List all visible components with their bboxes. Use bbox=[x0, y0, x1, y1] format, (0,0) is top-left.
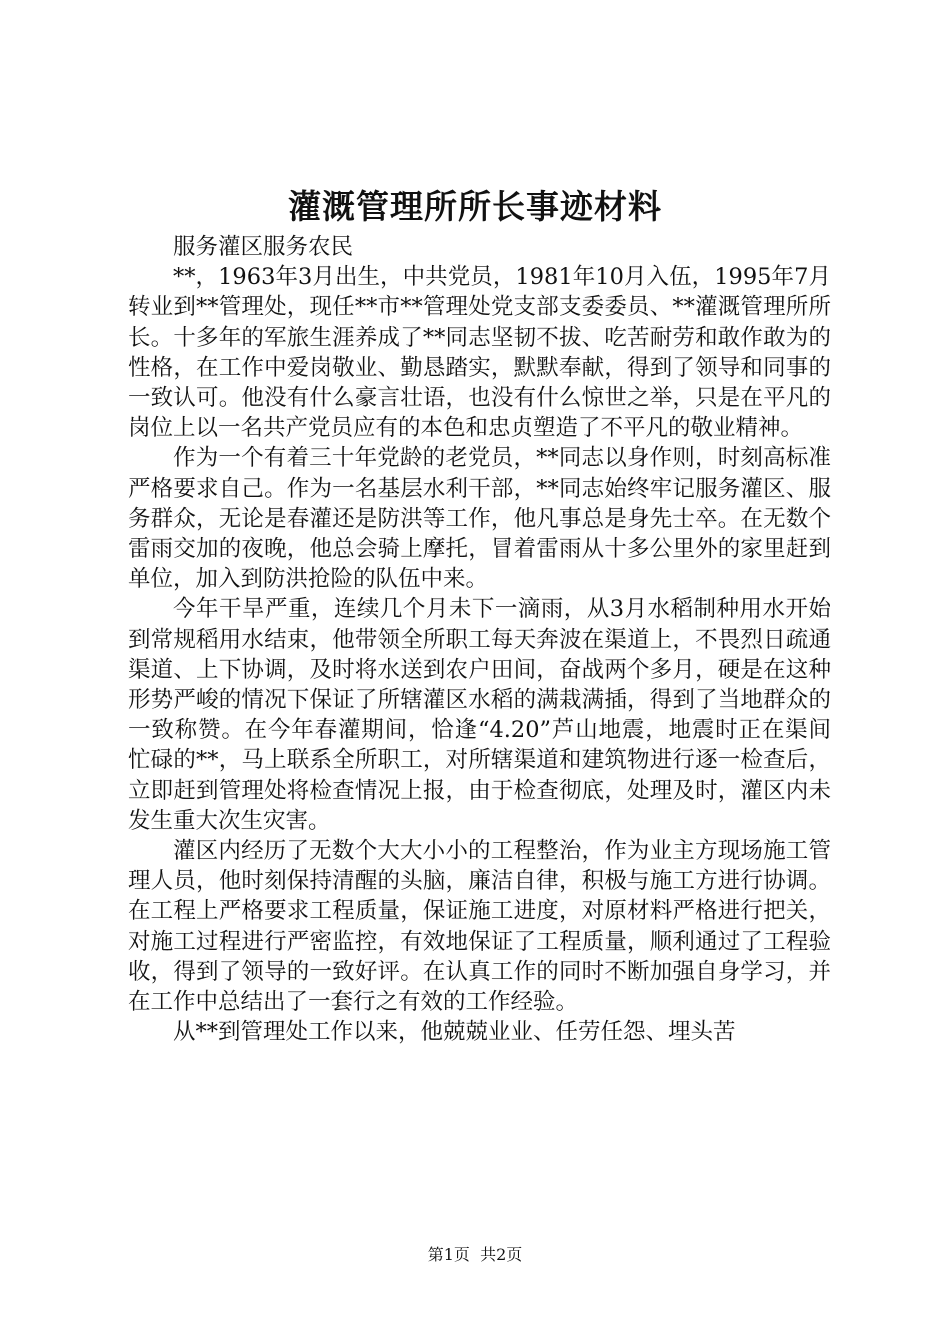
page-number: 第1页 bbox=[427, 1245, 470, 1264]
page-footer bbox=[0, 1245, 950, 1265]
paragraph: 从**到管理处工作以来，他兢兢业业、任劳任怨、埋头苦 bbox=[173, 1019, 736, 1046]
paragraph: 灌区内经历了无数个大大小小的工程整治，作为业主方现场施工管理人员，他时刻保持清醒的头脑，廉洁自律，积极与施工方进行协调。在工程上严格要求工程质量，保证施工进度，对原材料严格进行把关，对施工过程进行严密监控，有效地保证了工程质量，顺利通过了工程验收，得到了领导的一致好评。在认真工作的同时不断加强自身学习，并在工作中总结出了一套行之有效的工作经验。 bbox=[128, 838, 831, 1016]
paragraph: 今年干旱严重，连续几个月未下一滴雨，从3月水稻制种用水开始到常规稻用水结束，他带领全所职工每天奔波在渠道上，不畏烈日疏通渠道、上下协调，及时将水送到农户田间，奋战两个多月，硬是在这种形势严峻的情况下保证了所辖灌区水稻的满栽满插，得到了当地群众的一致称赞。在今年春灌期间，恰逢“4.20”芦山地震，地震时正在渠间忙碌的**，马上联系全所职工，对所辖渠道和建筑物进行逐一检查后，立即赶到管理处将检查情况上报，由于检查彻底，处理及时，灌区内未发生重大次生灾害。 bbox=[128, 596, 831, 834]
paragraph: **，1963年3月出生，中共党员，1981年10月入伍，1995年7月转业到**管理处，现任**市**管理处党支部支委委员、**灌溉管理所所长。十多年的军旅生涯养成了**同志坚韧不拔、吃苦耐劳和敢作敢为的性格，在工作中爱岗敬业、勤恳踏实，默默奉献，得到了领导和同事的一致认可。他没有什么豪言壮语，也没有什么惊世之举，只是在平凡的岗位上以一名共产党员应有的本色和忠贞塑造了不平凡的敬业精神。 bbox=[128, 264, 831, 442]
paragraph-subtitle: 服务灌区服务农民 bbox=[173, 234, 354, 260]
document-title: 灌溉管理所所长事迹材料 bbox=[288, 187, 662, 226]
page-total: 共2页 bbox=[480, 1245, 523, 1264]
document-body bbox=[128, 232, 831, 1047]
paragraph: 作为一个有着三十年党龄的老党员，**同志以身作则，时刻高标准严格要求自己。作为一名基层水利干部，**同志始终牢记服务灌区、服务群众，无论是春灌还是防洪等工作，他凡事总是身先士卒。在无数个雷雨交加的夜晚，他总会骑上摩托，冒着雷雨从十多公里外的家里赶到单位，加入到防洪抢险的队伍中来。 bbox=[128, 445, 831, 593]
